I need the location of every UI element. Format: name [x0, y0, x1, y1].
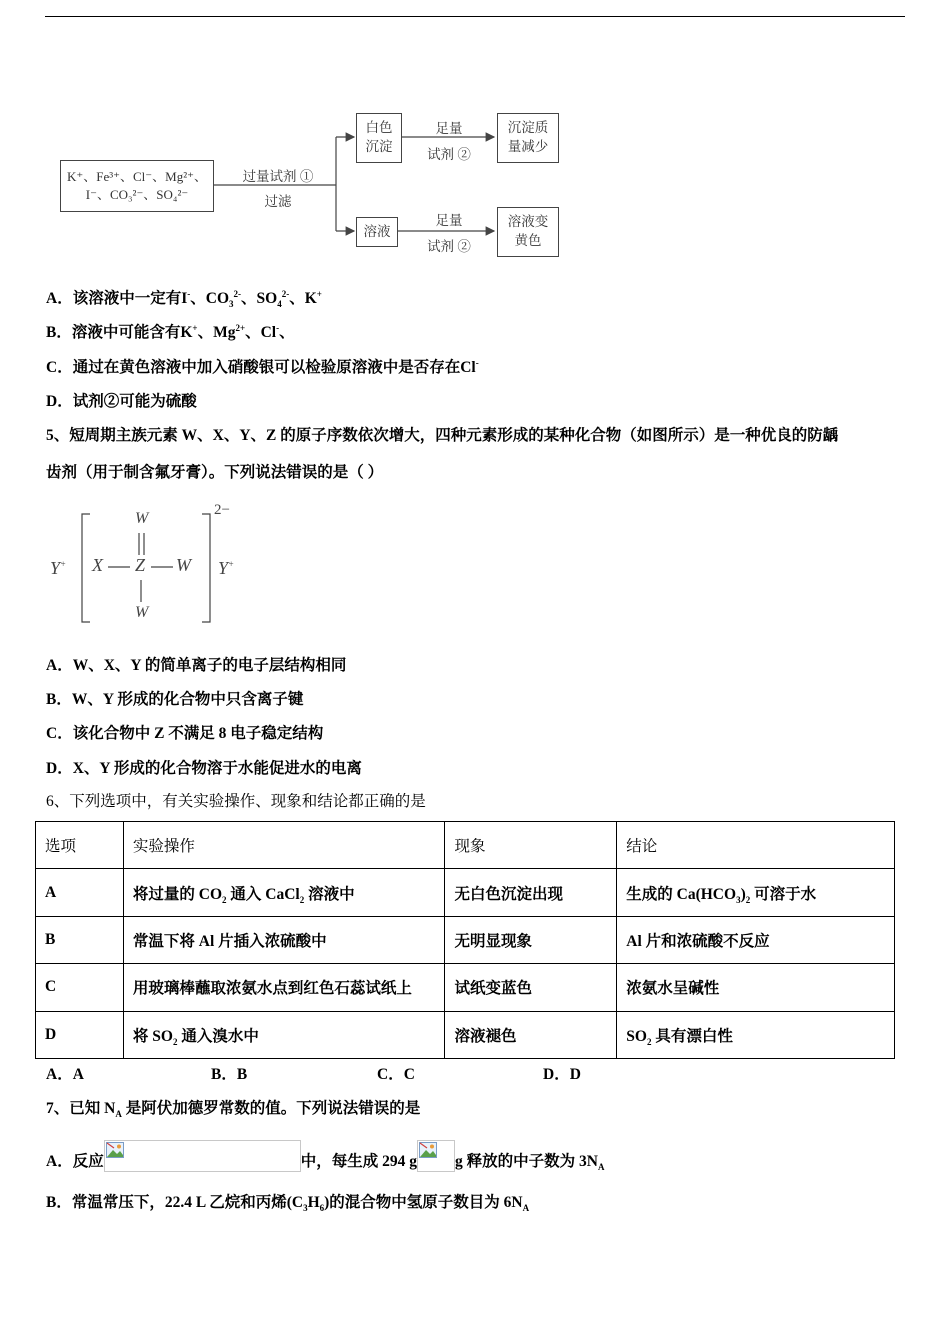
- row-operation: 用玻璃棒蘸取浓氨水点到红色石蕊试纸上: [123, 964, 445, 1011]
- structure-charge: 2−: [214, 502, 230, 518]
- q4-option-d[interactable]: D．试剂②可能为硫酸: [46, 393, 197, 410]
- row-conclusion: 生成的 $Ca(HCO_3)_2$ 可溶于水: [617, 869, 895, 916]
- q6-answer-options: [46, 1062, 581, 1084]
- q5-option-a[interactable]: A．W、X、Y 的简单离子的电子层结构相同: [46, 657, 347, 674]
- header-phenomenon: 现象: [445, 822, 617, 869]
- solution-yellow-box: 溶液变 黄色: [497, 207, 559, 257]
- q7-stem: 7、已知 $N_A$ 是阿伏加德罗常数的值。下列说法错误的是: [46, 1100, 421, 1120]
- row-operation: 将过量的 $CO_2$ 通入 CaCl$_2$ 溶液中: [123, 869, 445, 916]
- header-option: 选项: [36, 822, 124, 869]
- q7-option-a[interactable]: A．反应 中，每生成 294 g g 释放的中子数为 $3N_A$: [46, 1140, 604, 1172]
- row-phenomenon: 试纸变蓝色: [445, 964, 617, 1011]
- table-row: [36, 1011, 895, 1058]
- step2-top-amount: 足量: [435, 121, 463, 136]
- structure-atom-center: Z: [135, 555, 146, 575]
- row-phenomenon: 无明显现象: [445, 916, 617, 963]
- row-phenomenon: 无白色沉淀出现: [445, 869, 617, 916]
- nuclide-image: [417, 1140, 455, 1172]
- row-conclusion: 浓氨水呈碱性: [617, 964, 895, 1011]
- q5-option-c[interactable]: C．该化合物中 Z 不满足 8 电子稳定结构: [46, 725, 324, 742]
- table-header-row: [36, 822, 895, 869]
- structure-atom-top: W: [135, 510, 149, 527]
- q4-option-c[interactable]: C．通过在黄色溶液中加入硝酸银可以检验原溶液中是否存在Cl-: [46, 357, 479, 376]
- q6-answer-d[interactable]: D．D: [543, 1066, 581, 1083]
- q6-answer-c[interactable]: C．C: [377, 1066, 415, 1083]
- table-row: [36, 916, 895, 963]
- step1-reagent-label: 过量试剂 ①: [242, 169, 314, 184]
- step1-filter-label: 过滤: [264, 194, 292, 209]
- structure-atom-bottom: W: [135, 604, 149, 621]
- structure-atom-left: X: [92, 555, 103, 575]
- q4-option-b[interactable]: B．溶液中可能含有K+、$Mg^{2+}$、Cl-、: [46, 322, 295, 341]
- broken-image-icon: [419, 1142, 437, 1158]
- table-row: [36, 869, 895, 916]
- step2-bottom-reagent: 试剂 ②: [427, 239, 471, 254]
- structure-bonds: [0, 0, 260, 640]
- q5-option-d[interactable]: D．X、Y 形成的化合物溶于水能促进水的电离: [46, 760, 362, 777]
- table-row: [36, 964, 895, 1011]
- row-option: A: [36, 869, 124, 916]
- step2-bottom-amount: 足量: [435, 213, 463, 228]
- white-precipitate-box: 白色 沉淀: [356, 113, 402, 163]
- q7-option-b[interactable]: B．常温常压下，22.4 L 乙烷和丙烯$(C_3H_6)$的混合物中氢原子数目为 $6N_A$: [46, 1194, 530, 1214]
- row-phenomenon: 溶液褪色: [445, 1011, 617, 1058]
- structure-cation-right: Y+: [218, 558, 235, 578]
- precipitate-decrease-box: 沉淀质 量减少: [497, 113, 559, 163]
- q6-table: [35, 821, 895, 1059]
- header-operation: 实验操作: [123, 822, 445, 869]
- row-conclusion: Al 片和浓硫酸不反应: [617, 916, 895, 963]
- structure-atom-right: W: [176, 555, 191, 575]
- q5-option-b[interactable]: B．W、Y 形成的化合物中只含离子键: [46, 691, 304, 708]
- row-option: D: [36, 1011, 124, 1058]
- structure-cation-left: Y+: [50, 558, 67, 578]
- q6-answer-b[interactable]: B．B: [211, 1066, 248, 1083]
- row-operation: 常温下将 Al 片插入浓硫酸中: [123, 916, 445, 963]
- start-ions-box: K⁺、Fe³⁺、Cl⁻、Mg²⁺、 I⁻、CO₃²⁻、SO₄²⁻: [60, 160, 214, 212]
- q5-stem-line2: 齿剂（用于制含氟牙膏）。下列说法错误的是（ ）: [46, 464, 384, 481]
- step2-top-reagent: 试剂 ②: [427, 147, 471, 162]
- row-operation: 将 $SO_2$ 通入溴水中: [123, 1011, 445, 1058]
- q5-stem-line1: 5、短周期主族元素 W、X、Y、Z 的原子序数依次增大，四种元素形成的某种化合物（如图所示）是一种优良的防龋: [46, 427, 839, 444]
- solution-box: 溶液: [356, 217, 398, 247]
- row-option: C: [36, 964, 124, 1011]
- header-conclusion: 结论: [617, 822, 895, 869]
- row-conclusion: $SO_2$ 具有漂白性: [617, 1011, 895, 1058]
- row-option: B: [36, 916, 124, 963]
- broken-image-icon: [106, 1142, 124, 1158]
- q6-answer-a[interactable]: A．A: [46, 1066, 84, 1083]
- q4-option-a[interactable]: A．该溶液中一定有I-、$CO_3^{2-}$、$SO_4^{2-}$、K+: [46, 288, 322, 310]
- reaction-equation-image: [104, 1140, 301, 1172]
- q6-stem: 6、下列选项中，有关实验操作、现象和结论都正确的是: [46, 793, 426, 810]
